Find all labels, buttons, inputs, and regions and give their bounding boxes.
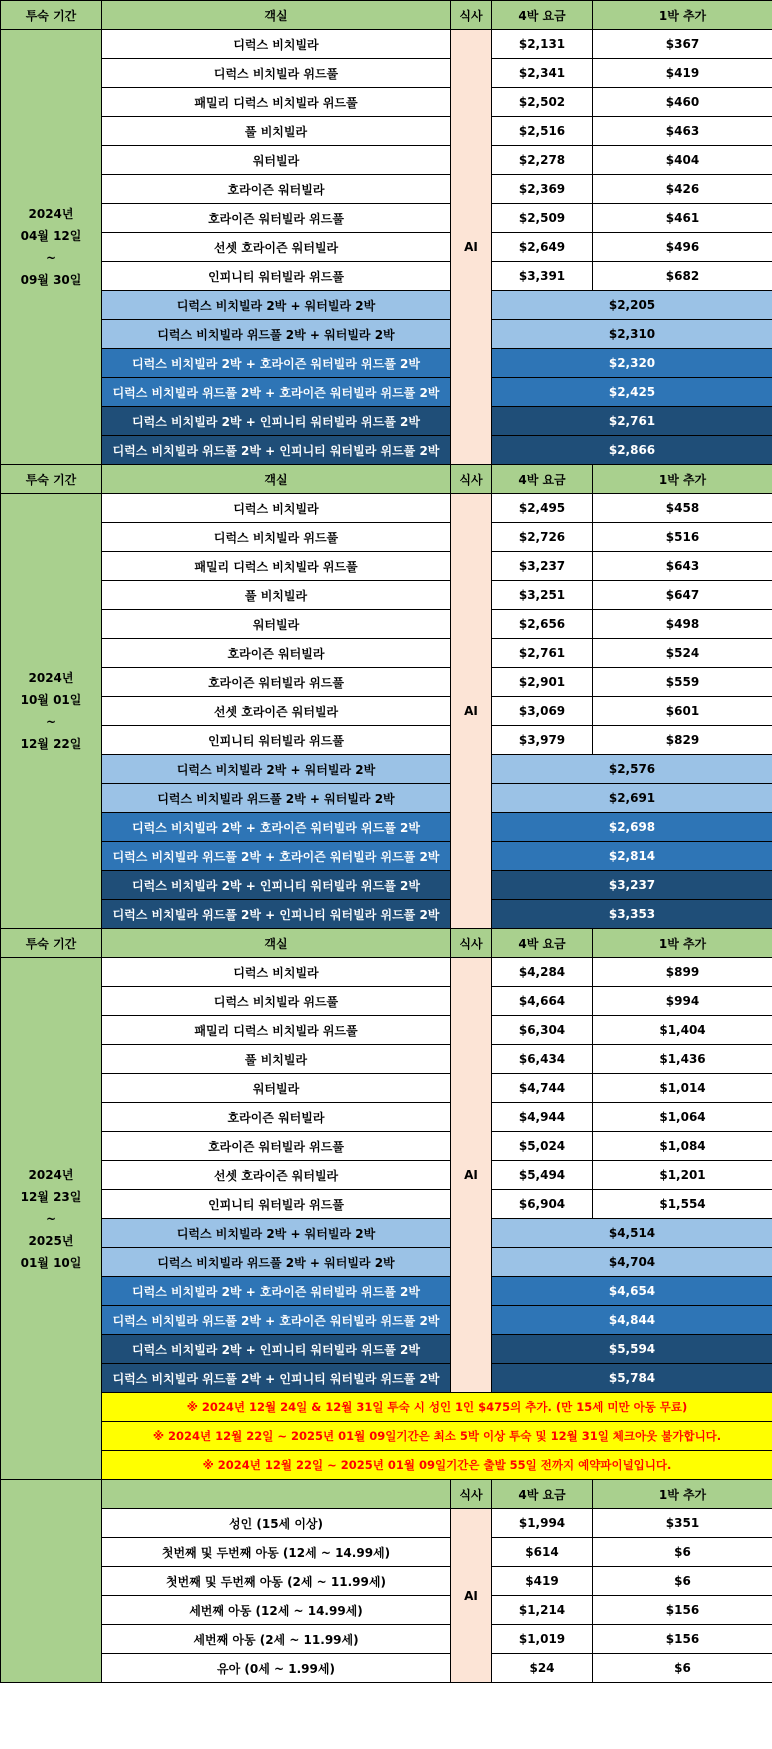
combo-price: $2,320 <box>492 349 772 378</box>
room-row <box>1 59 772 88</box>
combo-price: $2,761 <box>492 407 772 436</box>
combo-price: $2,425 <box>492 378 772 407</box>
price-extra-night: $426 <box>593 175 772 204</box>
price-extra-night: $643 <box>593 552 772 581</box>
guest-type: 첫번째 및 두번째 아동 (12세 ~ 14.99세) <box>102 1538 451 1567</box>
price-4-nights: $2,516 <box>492 117 593 146</box>
note-text: ※ 2024년 12월 22일 ~ 2025년 01월 09일기간은 최소 5박 이상 투숙 및 12월 31일 체크아웃 불가합니다. <box>102 1422 772 1451</box>
meal-header: 식사 <box>451 929 492 958</box>
combo-row <box>1 378 772 407</box>
price-extra-night: $601 <box>593 697 772 726</box>
extras-meal-header: 식사 <box>451 1480 492 1509</box>
price4-header: 4박 요금 <box>492 465 593 494</box>
room-name: 호라이즌 워터빌라 <box>102 1103 451 1132</box>
price-extra-night: $829 <box>593 726 772 755</box>
price-extra-night: $463 <box>593 117 772 146</box>
price-extra-night: $1,064 <box>593 1103 772 1132</box>
price-4-nights: $2,761 <box>492 639 593 668</box>
room-row <box>1 1103 772 1132</box>
price-extra-night: $498 <box>593 610 772 639</box>
room-header: 객실 <box>102 465 451 494</box>
combo-name: 디럭스 비치빌라 위드풀 2박 + 워터빌라 2박 <box>102 320 451 349</box>
price-4-nights: $2,131 <box>492 30 593 59</box>
extras-period-cell <box>1 1480 102 1683</box>
combo-row <box>1 842 772 871</box>
room-name: 패밀리 디럭스 비치빌라 위드풀 <box>102 88 451 117</box>
price-4-nights: $4,744 <box>492 1074 593 1103</box>
stay-period-line: ~ <box>45 1211 57 1226</box>
combo-row <box>1 1219 772 1248</box>
price-4-nights: $4,944 <box>492 1103 593 1132</box>
guest-type: 세번째 아동 (12세 ~ 14.99세) <box>102 1596 451 1625</box>
room-name: 디럭스 비치빌라 <box>102 494 451 523</box>
room-row <box>1 262 772 291</box>
period-header: 투숙 기간 <box>1 465 102 494</box>
price-4-nights: $3,237 <box>492 552 593 581</box>
extras-price-4-nights: $24 <box>492 1654 593 1683</box>
room-row <box>1 30 772 59</box>
price-extra-night: $899 <box>593 958 772 987</box>
room-name: 디럭스 비치빌라 위드풀 <box>102 523 451 552</box>
note-text: ※ 2024년 12월 22일 ~ 2025년 01월 09일기간은 출발 55일 전까지 예약파이널입니다. <box>102 1451 772 1480</box>
combo-row <box>1 784 772 813</box>
price-4-nights: $2,509 <box>492 204 593 233</box>
combo-name: 디럭스 비치빌라 2박 + 호라이즌 워터빌라 위드풀 2박 <box>102 349 451 378</box>
price-extra-night: $458 <box>593 494 772 523</box>
price-4-nights: $2,502 <box>492 88 593 117</box>
extras-row <box>1 1596 772 1625</box>
note-row <box>1 1451 772 1480</box>
combo-price: $2,310 <box>492 320 772 349</box>
combo-name: 디럭스 비치빌라 위드풀 2박 + 인피니티 워터빌라 위드풀 2박 <box>102 436 451 465</box>
room-name: 워터빌라 <box>102 610 451 639</box>
extra-header: 1박 추가 <box>593 929 772 958</box>
combo-name: 디럭스 비치빌라 위드풀 2박 + 인피니티 워터빌라 위드풀 2박 <box>102 1364 451 1393</box>
extras-price-4-nights: $1,994 <box>492 1509 593 1538</box>
room-row <box>1 697 772 726</box>
combo-name: 디럭스 비치빌라 위드풀 2박 + 워터빌라 2박 <box>102 784 451 813</box>
room-row <box>1 175 772 204</box>
extras-price-4-nights: $1,214 <box>492 1596 593 1625</box>
stay-period-cell <box>1 494 102 929</box>
stay-period-line: ~ <box>45 715 57 729</box>
price-4-nights: $4,284 <box>492 958 593 987</box>
price-4-nights: $2,495 <box>492 494 593 523</box>
combo-row <box>1 1364 772 1393</box>
price-4-nights: $2,278 <box>492 146 593 175</box>
price-extra-night: $460 <box>593 88 772 117</box>
meal-plan-cell: AI <box>451 958 492 1393</box>
extras-row <box>1 1538 772 1567</box>
stay-period-line: 12월 23일 <box>20 1189 82 1204</box>
note-text: ※ 2024년 12월 24일 & 12월 31일 투숙 시 성인 1인 $475의 추가. (만 15세 미만 아동 무료) <box>102 1393 772 1422</box>
price-4-nights: $3,069 <box>492 697 593 726</box>
room-row <box>1 668 772 697</box>
combo-price: $2,698 <box>492 813 772 842</box>
header-row <box>1 929 772 958</box>
room-row <box>1 1045 772 1074</box>
room-name: 디럭스 비치빌라 위드풀 <box>102 987 451 1016</box>
extras-room-header <box>102 1480 451 1509</box>
rate-table-body <box>1 1 772 1683</box>
room-name: 호라이즌 워터빌라 <box>102 639 451 668</box>
room-row <box>1 1190 772 1219</box>
combo-price: $2,866 <box>492 436 772 465</box>
room-row <box>1 233 772 262</box>
room-name: 디럭스 비치빌라 위드풀 <box>102 59 451 88</box>
price-4-nights: $3,251 <box>492 581 593 610</box>
extras-price-extra-night: $156 <box>593 1625 772 1654</box>
extra-header: 1박 추가 <box>593 465 772 494</box>
room-row <box>1 726 772 755</box>
price-extra-night: $461 <box>593 204 772 233</box>
price-4-nights: $2,649 <box>492 233 593 262</box>
price-extra-night: $1,014 <box>593 1074 772 1103</box>
combo-row <box>1 813 772 842</box>
combo-name: 디럭스 비치빌라 위드풀 2박 + 인피니티 워터빌라 위드풀 2박 <box>102 900 451 929</box>
room-row <box>1 639 772 668</box>
combo-price: $4,654 <box>492 1277 772 1306</box>
combo-price: $5,594 <box>492 1335 772 1364</box>
price-4-nights: $2,726 <box>492 523 593 552</box>
guest-type: 세번째 아동 (2세 ~ 11.99세) <box>102 1625 451 1654</box>
room-name: 호라이즌 워터빌라 위드풀 <box>102 668 451 697</box>
stay-period-line: 04월 12일 <box>20 229 82 243</box>
price-4-nights: $6,434 <box>492 1045 593 1074</box>
price-4-nights: $5,494 <box>492 1161 593 1190</box>
room-name: 호라이즌 워터빌라 위드풀 <box>102 204 451 233</box>
price-4-nights: $5,024 <box>492 1132 593 1161</box>
room-row <box>1 204 772 233</box>
extras-header-row <box>1 1480 772 1509</box>
extras-price-extra-night: $156 <box>593 1596 772 1625</box>
combo-name: 디럭스 비치빌라 위드풀 2박 + 호라이즌 워터빌라 위드풀 2박 <box>102 378 451 407</box>
room-name: 패밀리 디럭스 비치빌라 위드풀 <box>102 552 451 581</box>
price-extra-night: $404 <box>593 146 772 175</box>
room-name: 인피니티 워터빌라 위드풀 <box>102 726 451 755</box>
combo-row <box>1 436 772 465</box>
stay-period-line: 2024년 <box>28 671 74 685</box>
extras-price-extra-night: $351 <box>593 1509 772 1538</box>
price-4-nights: $2,341 <box>492 59 593 88</box>
room-name: 호라이즌 워터빌라 위드풀 <box>102 1132 451 1161</box>
price-extra-night: $994 <box>593 987 772 1016</box>
room-row <box>1 1016 772 1045</box>
room-name: 선셋 호라이즌 워터빌라 <box>102 1161 451 1190</box>
combo-price: $4,844 <box>492 1306 772 1335</box>
combo-price: $4,704 <box>492 1248 772 1277</box>
combo-name: 디럭스 비치빌라 2박 + 인피니티 워터빌라 위드풀 2박 <box>102 871 451 900</box>
room-row <box>1 494 772 523</box>
price-4-nights: $3,979 <box>492 726 593 755</box>
extras-price-extra-night: $6 <box>593 1654 772 1683</box>
combo-row <box>1 320 772 349</box>
room-name: 디럭스 비치빌라 <box>102 30 451 59</box>
room-name: 선셋 호라이즌 워터빌라 <box>102 233 451 262</box>
combo-row <box>1 755 772 784</box>
price-4-nights: $2,901 <box>492 668 593 697</box>
combo-row <box>1 291 772 320</box>
room-name: 패밀리 디럭스 비치빌라 위드풀 <box>102 1016 451 1045</box>
extras-row <box>1 1509 772 1538</box>
guest-type: 성인 (15세 이상) <box>102 1509 451 1538</box>
room-row <box>1 581 772 610</box>
stay-period-line: 2024년 <box>28 1167 74 1182</box>
room-row <box>1 987 772 1016</box>
extras-row <box>1 1654 772 1683</box>
combo-name: 디럭스 비치빌라 위드풀 2박 + 호라이즌 워터빌라 위드풀 2박 <box>102 1306 451 1335</box>
price-extra-night: $1,436 <box>593 1045 772 1074</box>
extras-price-extra-night: $6 <box>593 1567 772 1596</box>
stay-period-line: 09월 30일 <box>20 273 82 287</box>
room-name: 디럭스 비치빌라 <box>102 958 451 987</box>
room-name: 인피니티 워터빌라 위드풀 <box>102 1190 451 1219</box>
price-4-nights: $4,664 <box>492 987 593 1016</box>
combo-row <box>1 1277 772 1306</box>
combo-name: 디럭스 비치빌라 2박 + 워터빌라 2박 <box>102 755 451 784</box>
stay-period-cell <box>1 958 102 1480</box>
combo-price: $3,353 <box>492 900 772 929</box>
note-row <box>1 1422 772 1451</box>
stay-period-cell <box>1 30 102 465</box>
room-row <box>1 146 772 175</box>
combo-price: $2,814 <box>492 842 772 871</box>
combo-name: 디럭스 비치빌라 위드풀 2박 + 호라이즌 워터빌라 위드풀 2박 <box>102 842 451 871</box>
price-extra-night: $367 <box>593 30 772 59</box>
room-name: 풀 비치빌라 <box>102 581 451 610</box>
combo-price: $2,576 <box>492 755 772 784</box>
period-header: 투숙 기간 <box>1 1 102 30</box>
combo-row <box>1 871 772 900</box>
price-extra-night: $682 <box>593 262 772 291</box>
combo-price: $4,514 <box>492 1219 772 1248</box>
price-extra-night: $1,084 <box>593 1132 772 1161</box>
combo-price: $5,784 <box>492 1364 772 1393</box>
combo-name: 디럭스 비치빌라 2박 + 인피니티 워터빌라 위드풀 2박 <box>102 1335 451 1364</box>
extra-header: 1박 추가 <box>593 1 772 30</box>
room-name: 풀 비치빌라 <box>102 1045 451 1074</box>
room-row <box>1 1132 772 1161</box>
meal-plan-cell: AI <box>451 494 492 929</box>
combo-price: $2,691 <box>492 784 772 813</box>
room-row <box>1 610 772 639</box>
room-row <box>1 958 772 987</box>
extras-row <box>1 1567 772 1596</box>
combo-name: 디럭스 비치빌라 2박 + 호라이즌 워터빌라 위드풀 2박 <box>102 813 451 842</box>
combo-row <box>1 407 772 436</box>
meal-header: 식사 <box>451 465 492 494</box>
period-header: 투숙 기간 <box>1 929 102 958</box>
stay-period-line: ~ <box>45 251 57 265</box>
combo-row <box>1 1306 772 1335</box>
room-row <box>1 523 772 552</box>
room-header: 객실 <box>102 1 451 30</box>
room-name: 풀 비치빌라 <box>102 117 451 146</box>
room-row <box>1 88 772 117</box>
combo-name: 디럭스 비치빌라 위드풀 2박 + 워터빌라 2박 <box>102 1248 451 1277</box>
extras-price4-header: 4박 요금 <box>492 1480 593 1509</box>
price-4-nights: $6,904 <box>492 1190 593 1219</box>
price-4-nights: $2,656 <box>492 610 593 639</box>
price-extra-night: $1,201 <box>593 1161 772 1190</box>
extras-price-4-nights: $1,019 <box>492 1625 593 1654</box>
stay-period-line: 10월 01일 <box>20 693 82 707</box>
guest-type: 유아 (0세 ~ 1.99세) <box>102 1654 451 1683</box>
combo-price: $2,205 <box>492 291 772 320</box>
room-row <box>1 1161 772 1190</box>
stay-period-line: 2025년 <box>28 1233 74 1248</box>
price-4-nights: $6,304 <box>492 1016 593 1045</box>
price-extra-night: $1,554 <box>593 1190 772 1219</box>
room-row <box>1 117 772 146</box>
price-4-nights: $2,369 <box>492 175 593 204</box>
guest-type: 첫번째 및 두번째 아동 (2세 ~ 11.99세) <box>102 1567 451 1596</box>
combo-name: 디럭스 비치빌라 2박 + 인피니티 워터빌라 위드풀 2박 <box>102 407 451 436</box>
room-row <box>1 552 772 581</box>
price-extra-night: $496 <box>593 233 772 262</box>
extras-price-4-nights: $419 <box>492 1567 593 1596</box>
price4-header: 4박 요금 <box>492 1 593 30</box>
combo-row <box>1 900 772 929</box>
price-extra-night: $1,404 <box>593 1016 772 1045</box>
combo-row <box>1 1248 772 1277</box>
combo-name: 디럭스 비치빌라 2박 + 워터빌라 2박 <box>102 291 451 320</box>
room-name: 워터빌라 <box>102 1074 451 1103</box>
price-4-nights: $3,391 <box>492 262 593 291</box>
meal-plan-cell: AI <box>451 30 492 465</box>
combo-price: $3,237 <box>492 871 772 900</box>
price-extra-night: $419 <box>593 59 772 88</box>
header-row <box>1 1 772 30</box>
room-name: 선셋 호라이즌 워터빌라 <box>102 697 451 726</box>
note-row <box>1 1393 772 1422</box>
price4-header: 4박 요금 <box>492 929 593 958</box>
room-name: 호라이즌 워터빌라 <box>102 175 451 204</box>
extras-row <box>1 1625 772 1654</box>
room-name: 인피니티 워터빌라 위드풀 <box>102 262 451 291</box>
room-row <box>1 1074 772 1103</box>
extras-price-extra-night: $6 <box>593 1538 772 1567</box>
stay-period-line: 2024년 <box>28 207 74 221</box>
combo-name: 디럭스 비치빌라 2박 + 워터빌라 2박 <box>102 1219 451 1248</box>
room-header: 객실 <box>102 929 451 958</box>
price-extra-night: $559 <box>593 668 772 697</box>
combo-name: 디럭스 비치빌라 2박 + 호라이즌 워터빌라 위드풀 2박 <box>102 1277 451 1306</box>
room-name: 워터빌라 <box>102 146 451 175</box>
combo-row <box>1 349 772 378</box>
extras-meal-cell: AI <box>451 1509 492 1683</box>
stay-period-line: 01월 10일 <box>20 1255 82 1270</box>
stay-period-line: 12월 22일 <box>20 737 82 751</box>
extras-extra-header: 1박 추가 <box>593 1480 772 1509</box>
combo-row <box>1 1335 772 1364</box>
price-extra-night: $647 <box>593 581 772 610</box>
price-extra-night: $516 <box>593 523 772 552</box>
header-row <box>1 465 772 494</box>
extras-price-4-nights: $614 <box>492 1538 593 1567</box>
meal-header: 식사 <box>451 1 492 30</box>
price-extra-night: $524 <box>593 639 772 668</box>
